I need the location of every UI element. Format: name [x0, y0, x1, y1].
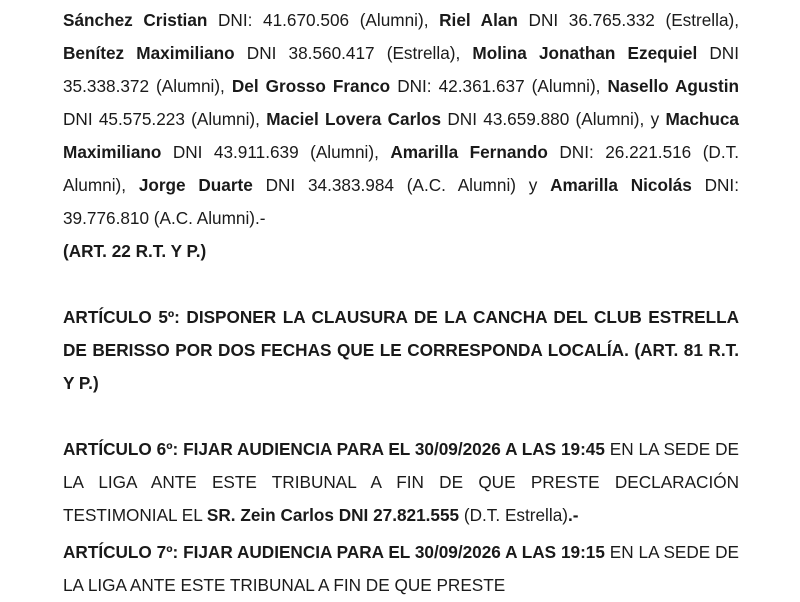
person-detail: DNI 36.765.332 (Estrella),: [517, 10, 740, 30]
article-7-body: EN LA SEDE DE LA LIGA ANTE ESTE TRIBUNAL A FIN DE QUE PRESTE: [63, 542, 739, 595]
person-name: Amarilla Fernando: [390, 142, 548, 162]
article-7-heading: ARTÍCULO 7º: FIJAR AUDIENCIA PARA EL 30/09/2026 A LAS 19:15: [63, 542, 605, 562]
article-6-tail: (D.T. Estrella): [459, 505, 568, 525]
person-detail: DNI 43.659.880 (Alumni), y: [441, 109, 666, 129]
article-reference: (ART. 22 R.T. Y P.): [63, 241, 207, 261]
person-detail: DNI 43.911.639 (Alumni),: [161, 142, 391, 162]
players-paragraph: [63, 4, 739, 268]
person-name: Maciel Lovera Carlos: [266, 109, 442, 129]
article-6-end: .-: [567, 505, 579, 525]
article-6-heading: ARTÍCULO 6º: FIJAR AUDIENCIA PARA EL 30/09/2026 A LAS 19:45: [63, 439, 605, 459]
person-detail: DNI: 41.670.506 (Alumni),: [207, 10, 440, 30]
article-5-text: ARTÍCULO 5º: DISPONER LA CLAUSURA DE LA CANCHA DEL CLUB ESTRELLA DE BERISSO POR DOS FECHAS QUE LE CORRESPONDA LOCALÍA. (ART. 81 R.T. Y P.): [63, 307, 739, 393]
article-7: [63, 536, 739, 602]
person-detail: DNI 38.560.417 (Estrella),: [234, 43, 473, 63]
person-name: Benítez Maximiliano: [63, 43, 235, 63]
person-name: Nasello Agustin: [607, 76, 739, 96]
article-6-body: EN LA SEDE DE LA LIGA ANTE ESTE TRIBUNAL A FIN DE QUE PRESTE DECLARACIÓN TESTIMONIAL EL: [63, 439, 739, 525]
article-5: [63, 301, 739, 400]
person-detail: DNI: 39.776.810 (A.C. Alumni).-: [63, 175, 739, 228]
person-name: Amarilla Nicolás: [550, 175, 692, 195]
article-6: [63, 433, 739, 532]
person-name: Sánchez Cristian: [63, 10, 208, 30]
person-detail: DNI 34.383.984 (A.C. Alumni) y: [252, 175, 551, 195]
person-name: Molina Jonathan Ezequiel: [472, 43, 698, 63]
document-page: [63, 4, 739, 602]
person-detail: DNI: 26.221.516 (D.T. Alumni),: [63, 142, 739, 195]
person-name: Del Grosso Franco: [231, 76, 391, 96]
person-detail: DNI 35.338.372 (Alumni),: [63, 43, 739, 96]
person-detail: DNI 45.575.223 (Alumni),: [63, 109, 267, 129]
article-6-person: SR. Zein Carlos DNI 27.821.555: [206, 505, 460, 525]
person-detail: DNI: 42.361.637 (Alumni),: [390, 76, 608, 96]
person-name: Machuca Maximiliano: [63, 109, 739, 162]
person-name: Jorge Duarte: [138, 175, 253, 195]
person-name: Riel Alan: [439, 10, 518, 30]
